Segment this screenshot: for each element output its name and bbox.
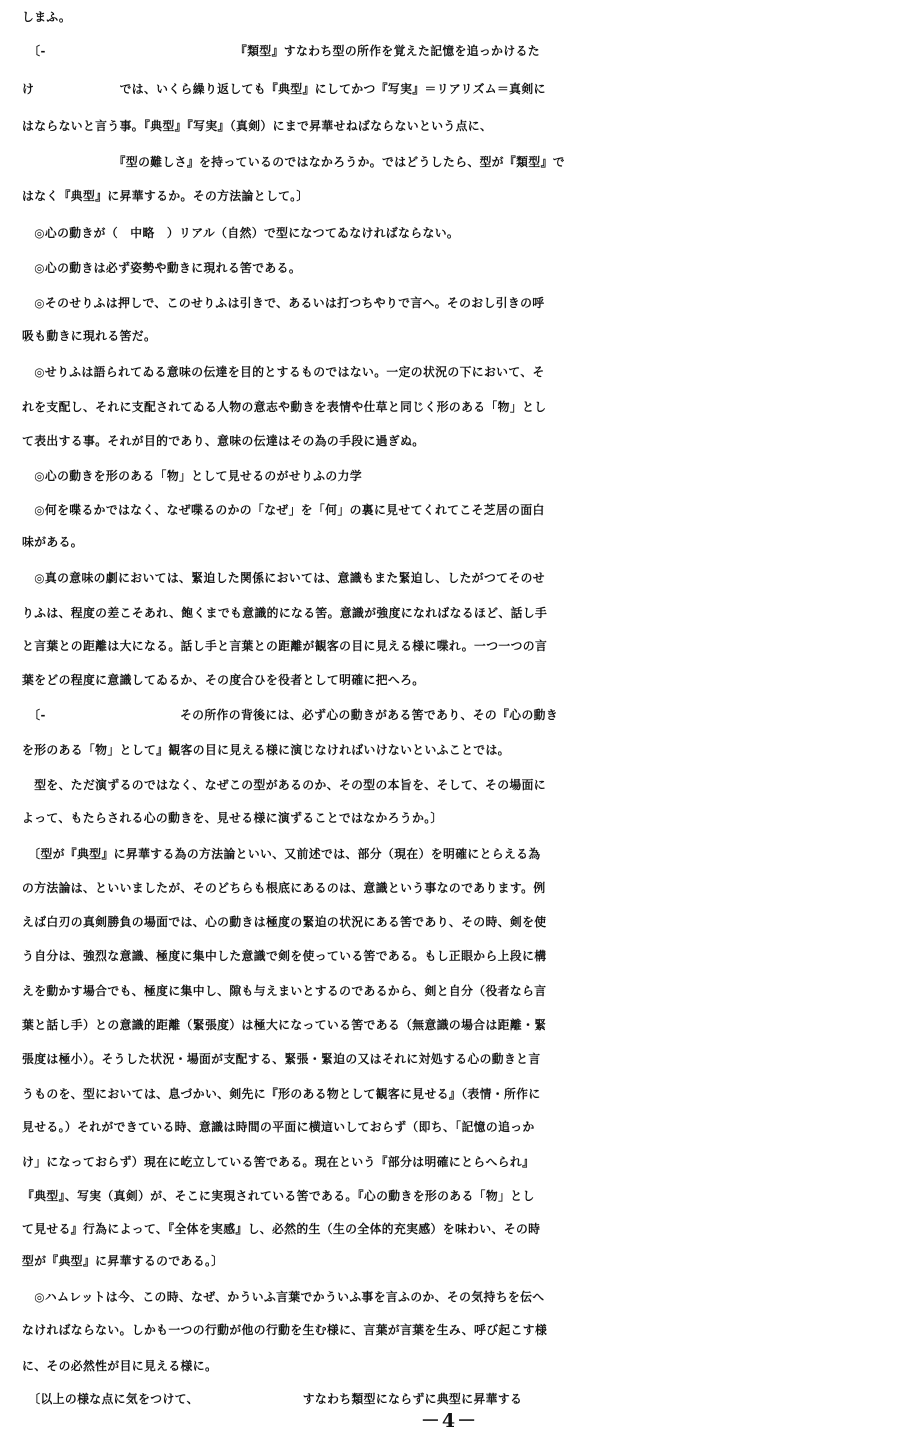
text-line: ◎心の動きを形のある「物」として見せるのがせりふの力学 bbox=[22, 469, 363, 483]
text-line: て見せる』行為によって、『全体を実感』し、必然的生（生の全体的充実感）を味わい、その時 bbox=[22, 1222, 541, 1236]
text-line: ◎せりふは語られてゐる意味の伝達を目的とするものではない。一定の状況の下において、そ bbox=[22, 365, 545, 379]
text-line: 張度は極小）。そうした状況・場面が支配する、緊張・緊迫の又はそれに対処する心の動きと言 bbox=[22, 1052, 541, 1066]
text-line: 味がある。 bbox=[22, 535, 83, 549]
text-line: しまふ。 bbox=[22, 10, 72, 24]
text-line: 吸も動きに現れる筈だ。 bbox=[22, 329, 157, 343]
text-line: 〔型が『典型』に昇華する為の方法論といい、又前述では、部分（現在）を明確にとらえる為 bbox=[22, 847, 541, 861]
text-line: 葉をどの程度に意識してゐるか、その度合ひを役者として明確に把へろ。 bbox=[22, 673, 425, 687]
text-line: れを支配し、それに支配されてゐる人物の意志や動きを表情や仕草と同じく形のある「物」とし bbox=[22, 400, 547, 414]
text-line: の方法論は、といいましたが、そのどちらも根底にあるのは、意識という事なのであります。例 bbox=[22, 881, 546, 895]
text-line: ◎ハムレットは今、この時、なぜ、かういふ言葉でかういふ事を言ふのか、その気持ちを伝へ bbox=[22, 1290, 545, 1304]
text-line: う自分は、強烈な意識、極度に集中した意識で剣を使っている筈である。もし正眼から上段に構 bbox=[22, 949, 547, 963]
text-line: ◎心の動きが（ 中略 ）リアル（自然）で型になつてゐなければならない。 bbox=[22, 226, 460, 240]
page-number: －4－ bbox=[420, 1410, 479, 1432]
text-line: ◎真の意味の劇においては、緊迫した関係においては、意識もまた緊迫し、したがつてそのせ bbox=[22, 571, 545, 585]
text-line: 葉と話し手）との意識的距離（緊張度）は極大になっている筈である（無意識の場合は距離・緊 bbox=[22, 1018, 547, 1032]
text-line: 〔- 『類型』すなわち型の所作を覚えた記憶を追っかけるた bbox=[22, 44, 540, 58]
text-line: よって、もたらされる心の動きを、見せる様に演ずることではなかろうか。〕 bbox=[22, 811, 443, 825]
text-line: えば白刃の真剣勝負の場面では、心の動きは極度の緊迫の状況にある筈であり、その時、剣を使 bbox=[22, 915, 547, 929]
text-line: に、その必然性が目に見える様に。 bbox=[22, 1359, 218, 1373]
text-line: け では、いくら繰り返しても『典型』にしてかつ『写実』＝リアリズム＝真剣に bbox=[22, 82, 546, 96]
text-line: はなく『典型』に昇華するか。その方法論として。〕 bbox=[22, 189, 309, 203]
text-line: 〔- その所作の背後には、必ず心の動きがある筈であり、その『心の動き bbox=[22, 708, 559, 722]
text-line: えを動かす場合でも、極度に集中し、隙も与えまいとするのであるから、剣と自分（役者なら言 bbox=[22, 984, 547, 998]
text-line: 見せる。）それができている時、意識は時間の平面に横這いしておらず（即ち、「記憶の追っか bbox=[22, 1120, 535, 1134]
text-line: と言葉との距離は大になる。話し手と言葉との距離が観客の目に見える様に喋れ。一つ一つの言 bbox=[22, 639, 548, 653]
text-line: 『型の難しさ』を持っているのではなかろうか。ではどうしたら、型が『類型』で bbox=[22, 155, 565, 169]
text-line: 型が『典型』に昇華するのである。〕 bbox=[22, 1254, 224, 1268]
text-line: ◎心の動きは必ず姿勢や動きに現れる筈である。 bbox=[22, 261, 302, 275]
text-line: 〔以上の様な点に気をつけて、 すなわち類型にならずに典型に昇華する bbox=[22, 1392, 523, 1406]
text-line: うものを、型においては、息づかい、剣先に『形のある物として観客に見せる』（表情・所作に bbox=[22, 1087, 541, 1101]
text-line: なければならない。しかも一つの行動が他の行動を生む様に、言葉が言葉を生み、呼び起こす様 bbox=[22, 1323, 548, 1337]
text-line: 型を、ただ演ずるのではなく、なぜこの型があるのか、その型の本旨を、そして、その場面に bbox=[22, 778, 546, 792]
text-line: 『典型』、写実（真剣）が、そこに実現されている筈である。『心の動きを形のある「物」とし bbox=[22, 1189, 535, 1203]
text-line: け」になっておらず）現在に屹立している筈である。現在という『部分は明確にとらへられ』 bbox=[22, 1155, 535, 1169]
text-line: ◎そのせりふは押しで、このせりふは引きで、あるいは打つちやりで言へ。そのおし引きの呼 bbox=[22, 296, 545, 310]
text-line: ◎何を喋るかではなく、なぜ喋るのかの「なぜ」を「何」の裏に見せてくれてこそ芝居の面白 bbox=[22, 503, 545, 517]
text-line: りふは、程度の差こそあれ、飽くまでも意識的になる筈。意識が強度になればなるほど、話し手 bbox=[22, 606, 548, 620]
text-line: て表出する事。それが目的であり、意味の伝達はその為の手段に過ぎぬ。 bbox=[22, 434, 425, 448]
text-line: を形のある「物」として』観客の目に見える様に演じなければいけないといふことでは。 bbox=[22, 743, 510, 757]
text-line: はならないと言う事。『典型』『写実』（真剣）にまで昇華せねばならないという点に、 bbox=[22, 119, 493, 133]
